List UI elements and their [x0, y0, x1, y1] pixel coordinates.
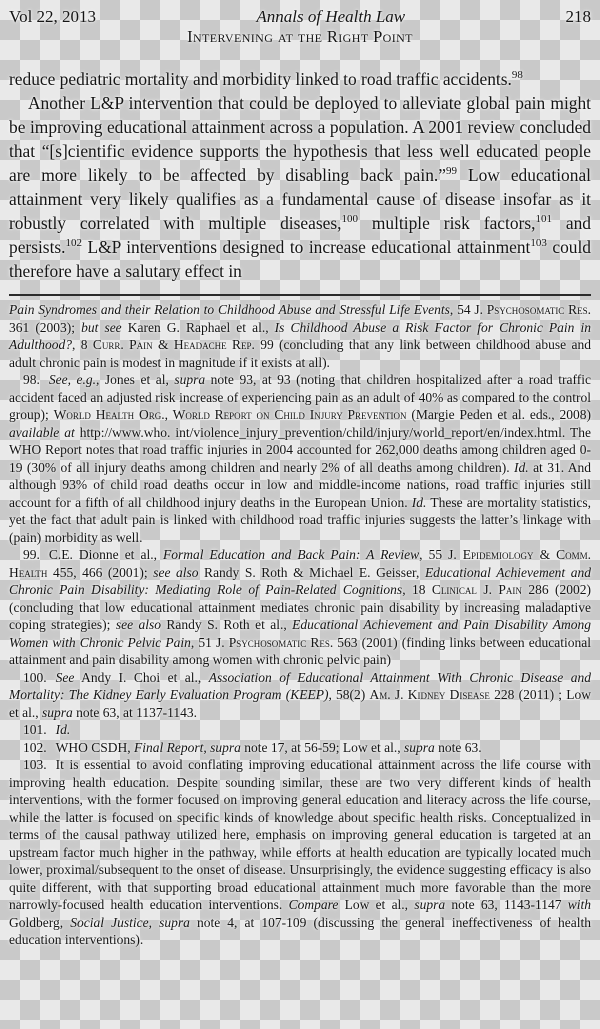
text-run: World Health Org., World Report on Child Injury Prevention — [53, 407, 407, 422]
text-run: note 93, at 93 (noting that children hospitalized after a road traffic accident faced an adjusted risk increase of experiencing pain as an adult of 40% as compared to the control group); — [9, 372, 591, 422]
text-run: , 18 — [402, 582, 432, 597]
article-title: Intervening at the Right Point — [187, 27, 413, 46]
text-run: J. Psychosomatic Res. — [474, 302, 591, 317]
text-run: J. Epidemiology & Comm. Health — [9, 547, 591, 580]
text-run: available at — [9, 424, 75, 440]
footnote — [9, 739, 591, 757]
text-run: and persists. — [9, 213, 591, 257]
footnote-number: 100. — [23, 669, 47, 685]
text-run: L&P interventions designed to increase educational attainment — [82, 237, 531, 257]
running-head — [9, 7, 591, 27]
text-run: 361 (2003); — [9, 319, 82, 335]
text-run: C.E. Dionne et al., — [48, 547, 163, 562]
text-run: but see — [81, 319, 122, 335]
text-run: Educational Achievement and Chronic Pain Disability: Mediating Role of Pain-Related Cognitions — [9, 564, 591, 597]
text-run: , 51 — [190, 634, 216, 650]
text-run: Association of Educational Attainment With Chronic Disease and Mortality: The Kidney Early Evaluation Program (KEEP) — [9, 669, 591, 702]
footnote-carryover — [9, 301, 591, 371]
footnote — [9, 721, 591, 739]
footnote — [9, 546, 591, 669]
text-run: WHO CSDH, — [55, 739, 135, 755]
text-run: Goldberg, — [9, 914, 71, 930]
footnote-ref: 100 — [341, 213, 358, 226]
text-run: note 4, at 107-109 (discussing the general ineffectiveness of health education interventions). — [9, 914, 591, 947]
footnote — [9, 371, 591, 546]
text-run: multiple risk factors, — [357, 213, 536, 233]
footnotes-section — [9, 301, 591, 949]
text-run: Curr. Pain & Headache Rep. — [92, 337, 255, 352]
text-run: supra — [174, 372, 206, 387]
text-run: , 54 — [449, 302, 475, 317]
footnote — [9, 756, 591, 949]
body-text — [9, 67, 591, 283]
text-run: supra — [42, 704, 73, 720]
body-paragraph — [9, 91, 591, 283]
text-run: Social Justice — [70, 914, 149, 930]
footnote — [9, 669, 591, 722]
text-run: http://www.who. int/violence_injury_prevention/child/injury/world_report/en/index.html. The WHO Report notes that road traffic injuries in 2004 accounted for 262,000 deaths among children aged 0-19 (30% of all injury deaths among children and nearly 2% of all deaths among children). — [9, 424, 591, 475]
text-run: 286 (2002) (concluding that low educational attainment mediates chronic pain disability by increasing maladaptive coping strategies); — [9, 582, 591, 632]
footnote-ref: 101 — [535, 213, 552, 226]
text-run: could therefore have a salutary effect in — [9, 237, 591, 281]
body-paragraph-continuation — [9, 67, 591, 91]
text-run: see also — [115, 617, 161, 632]
text-run: Clinical J. Pain — [431, 582, 522, 597]
text-run: note 63, at 1137-1143. — [72, 704, 197, 720]
text-run: supra — [404, 739, 435, 755]
text-run: Jones et al, — [99, 372, 175, 387]
text-run: Id. — [411, 494, 427, 510]
text-run: with — [567, 897, 591, 912]
text-run: supra — [210, 739, 241, 755]
page-number: 218 — [565, 7, 591, 26]
text-run: See, e.g., — [48, 372, 100, 387]
text-run: supra — [414, 897, 446, 912]
text-run: Id. — [514, 459, 529, 475]
footnote-ref: 103 — [530, 237, 547, 250]
footnote-number: 103. — [23, 757, 47, 772]
text-run: reduce pediatric mortality and morbidity linked to road traffic accidents. — [9, 69, 512, 89]
text-run: Id. — [55, 722, 71, 737]
text-run: Low et al., — [338, 897, 415, 912]
text-run: at 31. And although 93% of child road deaths occur in low and middle-income nations, road traffic injuries still account for a fifth of all childhood injury deaths in the European Union. — [9, 459, 592, 510]
text-run: note 17, at 56-59; Low et al., — [240, 739, 404, 755]
text-run: Is Childhood Abuse a Risk Factor for Chronic Pain in Adulthood? — [9, 319, 591, 352]
text-run: Final Report — [134, 739, 204, 755]
text-run: Andy I. Choi et al., — [74, 669, 209, 685]
footnote-separator-rule — [9, 294, 591, 296]
text-run: Randy S. Roth & Michael E. Geisser, — [198, 564, 425, 580]
text-run: see also — [153, 564, 199, 580]
footnote-number: 99. — [23, 547, 40, 562]
text-run: Another L&P intervention that could be deployed to alleviate global pain might be improving educational attainment across a population. A 2001 review concluded that “[s]cientific evidence supports the hypothesis that less well educated people are more likely to be affected by disabling back pain.” — [9, 93, 591, 185]
volume-date: Vol 22, 2013 — [9, 7, 97, 26]
text-run: Pain Syndromes and their Relation to Childhood Abuse and Stressful Life Events — [9, 302, 450, 317]
text-run: , 8 — [72, 337, 93, 352]
footnote-number: 101. — [23, 722, 47, 737]
text-run: Compare — [288, 897, 339, 912]
footnote-list — [9, 371, 591, 949]
text-run: Karen G. Raphael et al., — [121, 319, 275, 335]
text-run: Am. J. Kidney Disease — [369, 687, 490, 702]
text-run: 563 (2001) (finding links between educational attainment and pain disability among women with chronic pelvic pain) — [9, 634, 591, 667]
text-run: Formal Education and Back Pain: A Review — [163, 547, 420, 562]
text-run: , — [148, 914, 160, 930]
footnote-ref: 102 — [65, 237, 83, 250]
text-run: See — [55, 669, 75, 685]
text-run: 455, 466 (2001); — [47, 564, 154, 580]
footnote-ref: 99 — [446, 165, 457, 178]
text-run: supra — [159, 914, 190, 930]
text-run: , 58(2) — [328, 687, 370, 702]
footnote-number: 102. — [23, 739, 47, 755]
text-run: Low educational attainment very likely qualifies as a fundamental cause of disease insofar as it robustly correlated with multiple diseases, — [9, 165, 591, 233]
text-run: (Margie Peden et al. eds., 2008) — [406, 407, 592, 422]
text-run: note 63. — [434, 739, 482, 755]
text-run: , 55 — [419, 547, 449, 562]
text-run: Randy S. Roth et al., — [161, 617, 293, 632]
text-run: These are mortality statistics, yet the fact that adult pain is linked with childhood road traffic injuries suggests the latter’s linkage with (pain) morbidity as well. — [9, 494, 591, 545]
text-run: 228 (2011) ; Low et al., — [9, 687, 591, 720]
footnote-number: 98. — [23, 372, 40, 387]
text-run: note 63, 1143-1147 — [445, 897, 568, 912]
text-run: J. Psychosomatic Res. — [215, 634, 334, 650]
text-run: It is essential to avoid conflating improving educational attainment across the life course with improving health education. Despite sounding similar, these are two very different kinds of health interventions, with the former focused on improving general education and literacy across the life course, while the latter is focused on specific kinds of knowledge about specific health risks. Conceptualized in terms of the causal pathway utilized here, emphasis on improving general education is targeted at an upstream factor much higher in the pathway, while efforts at health education are typically located much lower, proximal/subsequent to the onset of disease. Unsurprisingly, the evidence suggesting efficacy is also quite different, with that supporting broad educational attainment much more favorable than the more narrowly-focused health education interventions. — [9, 757, 591, 912]
text-run: 99 (concluding that any link between childhood abuse and adult chronic pain is modest in magnitude if it exists at all). — [9, 337, 591, 370]
journal-name: Annals of Health Law — [256, 7, 406, 26]
footnote-ref: 98 — [511, 69, 523, 82]
text-run: , — [203, 739, 211, 755]
text-run: Educational Achievement and Pain Disability Among Women with Chronic Pelvic Pain — [9, 617, 591, 650]
